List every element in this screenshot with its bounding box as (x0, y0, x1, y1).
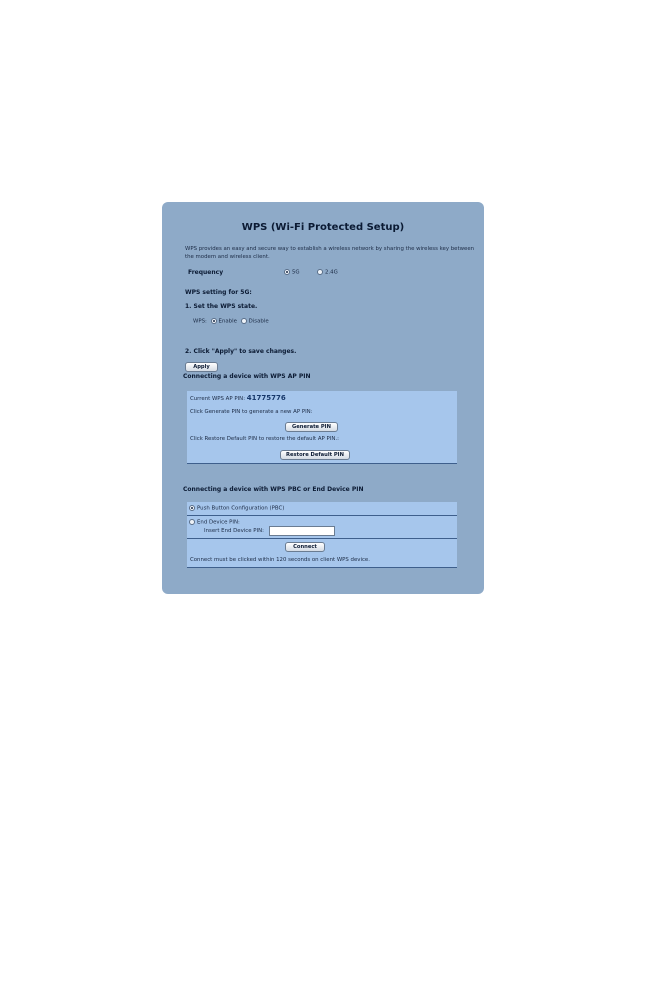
ap-pin-heading: Connecting a device with WPS AP PIN (183, 373, 311, 380)
radio-24g[interactable] (317, 269, 323, 275)
end-device-pin-label: End Device PIN: (197, 519, 240, 526)
wps-panel (162, 202, 484, 594)
apply-button[interactable]: Apply (185, 362, 218, 372)
frequency-option-5g[interactable] (284, 269, 300, 276)
end-device-pin-input[interactable] (269, 526, 335, 536)
current-pin-row (190, 394, 286, 402)
insert-pin-label: Insert End Device PIN: (204, 528, 264, 534)
step2-heading: 2. Click "Apply" to save changes. (185, 348, 297, 355)
restore-default-pin-button[interactable]: Restore Default PIN (280, 450, 350, 460)
current-pin-label: Current WPS AP PIN: (190, 396, 246, 402)
end-device-pin-option[interactable] (189, 519, 240, 526)
radio-5g[interactable] (284, 269, 290, 275)
pbc-label: Push Button Configuration (PBC) (197, 505, 285, 512)
connect-note: Connect must be clicked within 120 seconds on client WPS device. (190, 557, 370, 563)
ap-pin-box (187, 391, 457, 464)
wps-disable-label: Disable (248, 318, 269, 325)
generate-pin-text: Click Generate PIN to generate a new AP PIN: (190, 409, 313, 415)
wps-label: WPS: (193, 318, 207, 325)
generate-pin-button[interactable]: Generate PIN (285, 422, 338, 432)
radio-wps-disable[interactable] (241, 318, 247, 324)
page-title: WPS (Wi-Fi Protected Setup) (241, 222, 405, 233)
wps-state-row (193, 318, 269, 325)
restore-pin-text: Click Restore Default PIN to restore the default AP PIN.: (190, 436, 339, 442)
wps-setting-heading: WPS setting for 5G: (185, 289, 252, 296)
frequency-label: Frequency (188, 269, 224, 276)
current-pin-value: 41775776 (246, 394, 286, 402)
frequency-option-24g[interactable] (317, 269, 338, 276)
frequency-5g-label: 5G (292, 269, 300, 276)
connect-button[interactable]: Connect (285, 542, 325, 552)
pbc-option[interactable] (189, 505, 284, 512)
pbc-box (187, 502, 457, 568)
radio-wps-enable[interactable] (211, 318, 217, 324)
intro-text: WPS provides an easy and secure way to establish a wireless network by sharing the wireless key between the modem and wireless client. (185, 246, 475, 260)
wps-enable-label: Enable (218, 318, 237, 325)
radio-end-device-pin[interactable] (189, 519, 195, 525)
frequency-24g-label: 2.4G (325, 269, 338, 276)
pin-divider (187, 538, 457, 539)
pbc-divider (187, 515, 457, 516)
pbc-heading: Connecting a device with WPS PBC or End Device PIN (183, 486, 364, 493)
step1-heading: 1. Set the WPS state. (185, 303, 258, 310)
radio-pbc[interactable] (189, 505, 195, 511)
